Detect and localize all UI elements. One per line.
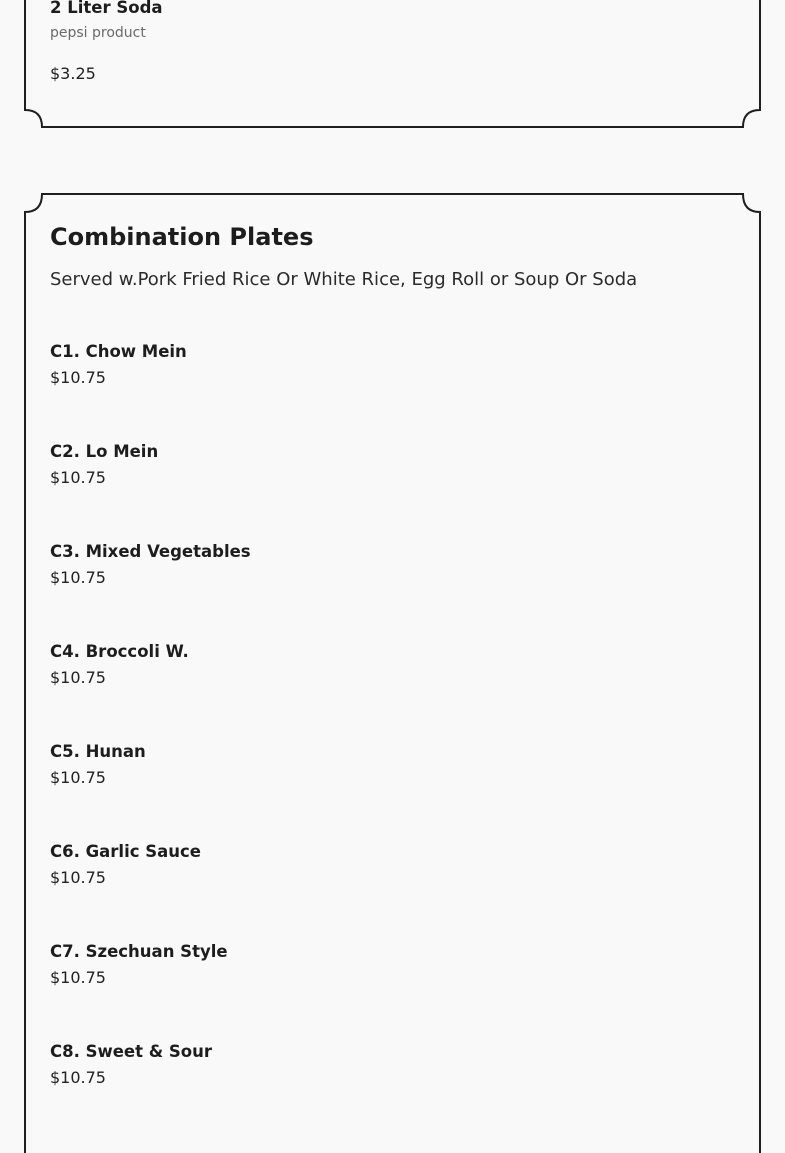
- item-price: $10.75: [50, 568, 106, 587]
- menu-card-soda: [24, 0, 761, 129]
- item-price: $10.75: [50, 668, 106, 687]
- item-price: $10.75: [50, 968, 106, 987]
- item-name: C5. Hunan: [50, 742, 146, 761]
- item-name: C7. Szechuan Style: [50, 942, 228, 961]
- menu-item-c3[interactable]: [50, 542, 251, 588]
- item-name: C4. Broccoli W.: [50, 642, 189, 661]
- section-subtitle: Served w.Pork Fried Rice Or White Rice, Egg Roll or Soup Or Soda: [50, 269, 638, 290]
- section-title: Combination Plates: [50, 223, 314, 251]
- menu-item-2-liter-soda[interactable]: [50, 0, 163, 84]
- menu-item-c4[interactable]: [50, 642, 189, 688]
- item-name: C3. Mixed Vegetables: [50, 542, 251, 561]
- menu-item-c7[interactable]: [50, 942, 228, 988]
- menu-item-c8[interactable]: [50, 1042, 212, 1088]
- menu-item-c2[interactable]: [50, 442, 158, 488]
- item-name: 2 Liter Soda: [50, 0, 163, 17]
- item-description: pepsi product: [50, 25, 146, 41]
- item-price: $10.75: [50, 868, 106, 887]
- item-price: $10.75: [50, 768, 106, 787]
- item-name: C6. Garlic Sauce: [50, 842, 201, 861]
- menu-item-c6[interactable]: [50, 842, 201, 888]
- menu-item-c5[interactable]: [50, 742, 146, 788]
- menu-section-combination-plates: [24, 193, 761, 1153]
- menu-item-c1[interactable]: [50, 342, 187, 388]
- item-price: $10.75: [50, 1068, 106, 1087]
- item-name: C2. Lo Mein: [50, 442, 159, 461]
- item-name: C8. Sweet & Sour: [50, 1042, 212, 1061]
- item-price: $10.75: [50, 468, 106, 487]
- item-price: $3.25: [50, 64, 96, 83]
- item-price: $10.75: [50, 368, 106, 387]
- item-name: C1. Chow Mein: [50, 342, 187, 361]
